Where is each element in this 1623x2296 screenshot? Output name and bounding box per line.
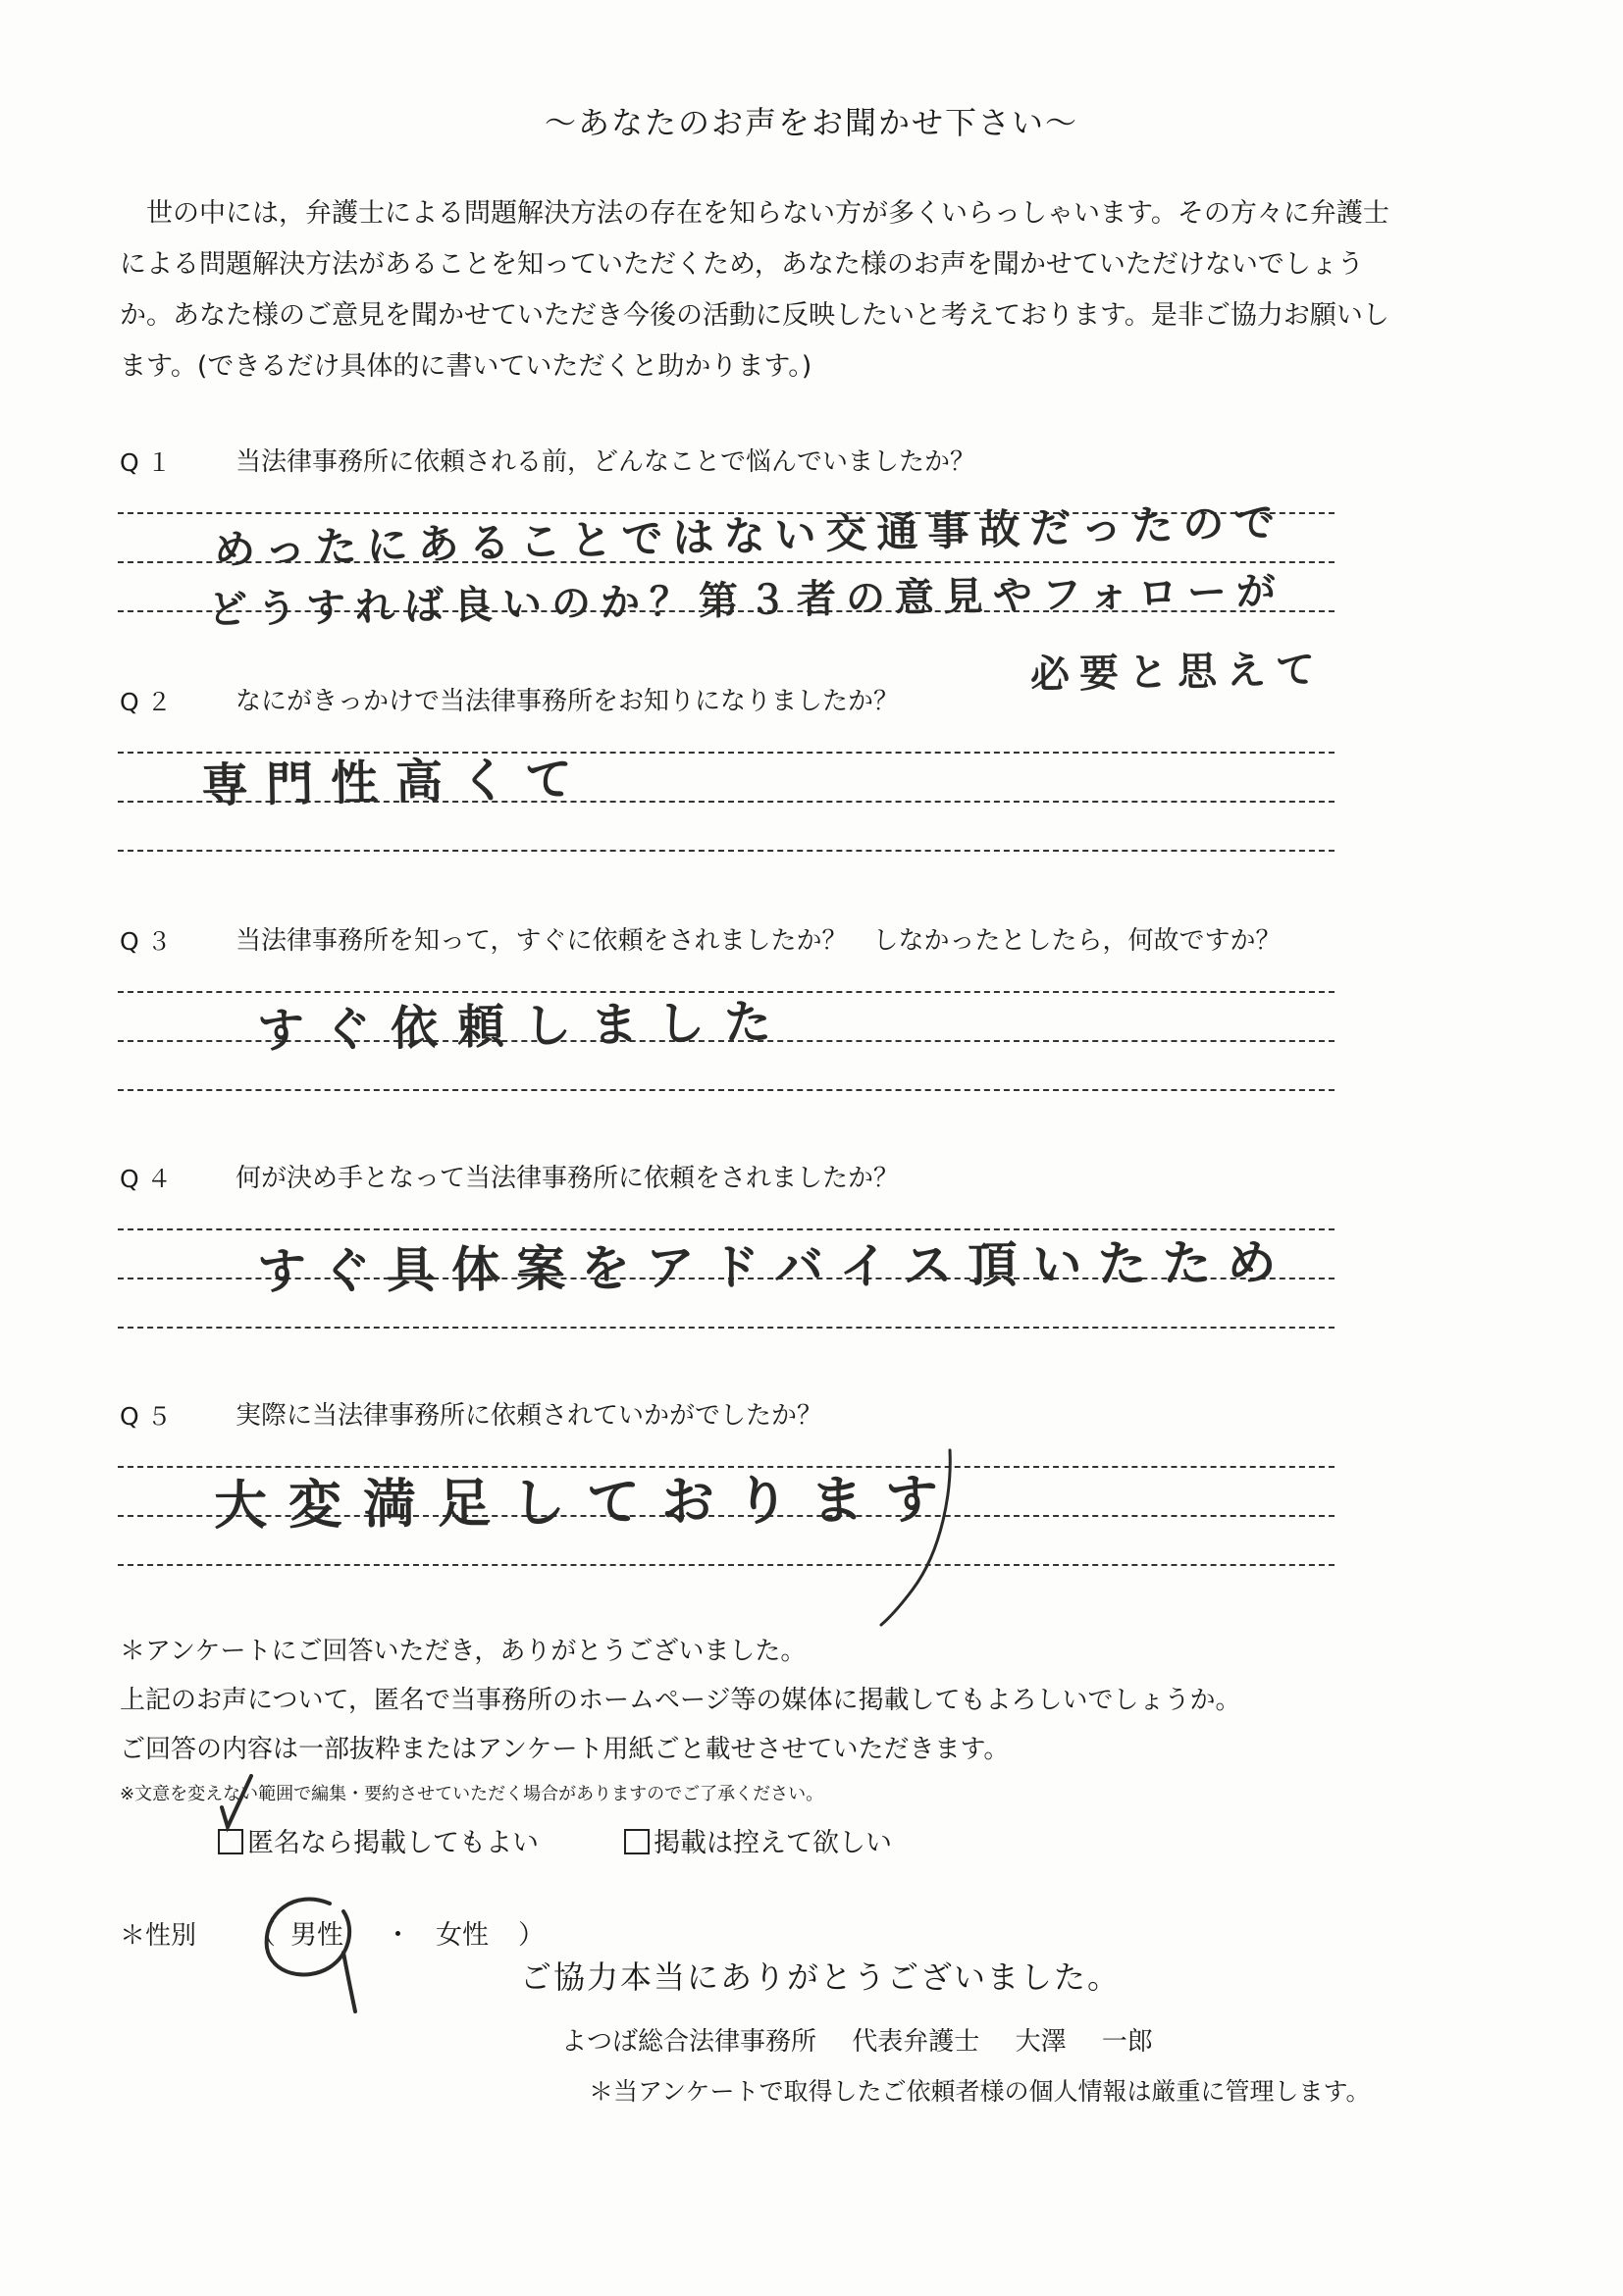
question-4-text: 何が決め手となって当法律事務所に依頼をされましたか？ [236, 1164, 900, 1193]
footer-thanks: ご協力本当にありがとうございました。 [520, 1958, 1122, 1996]
gender-separator: ・ [385, 1920, 411, 1951]
option-decline-label: 掲載は控えて欲しい [654, 1828, 892, 1858]
answer-line [118, 1327, 1335, 1329]
handwritten-answer-1-line-2: どうすれば良いのか？第３者の意見やフォローが [207, 568, 1286, 633]
question-5-label: Q５ [120, 1402, 180, 1431]
question-4-label: Q４ [120, 1165, 180, 1193]
intro-line: か。あなた様のご意見を聞かせていただき今後の活動に反映したいと考えております。是非ご協力お願いし [120, 300, 1389, 331]
question-3-text: 当法律事務所を知って，すぐに依頼をされましたか？ しなかったとしたら，何故ですか？ [236, 926, 1282, 956]
edit-note: ※文意を変えない範囲で編集・要約させていただく場合がありますのでご了承ください。 [120, 1784, 824, 1804]
option-anonymous-label: 匿名なら掲載してもよい [247, 1828, 539, 1858]
question-2-label: Q２ [120, 688, 180, 716]
publish-question: 上記のお声について，匿名で当事務所のホームページ等の媒体に掲載してもよろしいでしょうか。 [120, 1686, 1241, 1715]
question-3-label: Q３ [120, 927, 180, 956]
question-1-label: Q１ [120, 448, 180, 477]
firm-name: よつば総合法律事務所 [561, 2027, 817, 2057]
handwritten-answer-3: すぐ依頼しました [256, 994, 792, 1059]
intro-line: ます。(できるだけ具体的に書いていただくと助かります。) [120, 351, 812, 382]
intro-paragraph [120, 188, 1513, 392]
gender-label: ＊性別 [120, 1921, 197, 1951]
gender-female[interactable]: 女性 [436, 1920, 489, 1951]
lawyer-family-name: 大澤 [1015, 2027, 1067, 2057]
question-2-text: なにがきっかけで当法律事務所をお知りになりましたか？ [236, 687, 900, 716]
question-5-text: 実際に当法律事務所に依頼されていかがでしたか？ [236, 1401, 823, 1431]
handwritten-answer-5: 大変満足しております [213, 1468, 961, 1537]
checkbox-anonymous[interactable] [218, 1829, 243, 1854]
privacy-note: ＊当アンケートで取得したご依頼者様の個人情報は厳重に管理します。 [589, 2077, 1371, 2106]
gender-open-paren: （ [249, 1920, 276, 1951]
firm-signature [561, 2021, 1153, 2058]
intro-line: 世の中には，弁護士による問題解決方法の存在を知らない方が多くいらっしゃいます。その方々に弁護士 [146, 198, 1389, 229]
answer-line [118, 1089, 1335, 1091]
firm-role: 代表弁護士 [852, 2027, 980, 2057]
question-1-text: 当法律事務所に依頼される前，どんなことで悩んでいましたか？ [236, 447, 976, 477]
content-note: ご回答の内容は一部抜粋またはアンケート用紙ごと載せさせていただきます。 [120, 1735, 1010, 1764]
thanks-note: ＊アンケートにご回答いただき，ありがとうございました。 [120, 1637, 807, 1666]
gender-male[interactable]: 男性 [290, 1920, 343, 1951]
handwritten-answer-1-line-1: めったにあることではない交通事故だったので [213, 497, 1285, 574]
option-decline[interactable] [624, 1821, 892, 1859]
handwritten-answer-4: すぐ具体案をアドバイス頂いたため [256, 1233, 1292, 1300]
handwritten-answer-2: 専門性高くて [200, 752, 591, 813]
lawyer-given-name: 一郎 [1101, 2027, 1153, 2057]
option-anonymous[interactable] [218, 1821, 539, 1859]
checkbox-decline[interactable] [624, 1829, 650, 1854]
answer-line [118, 1564, 1335, 1566]
intro-line: による問題解決方法があることを知っていただくため，あなた様のお声を聞かせていただけないでしょう [120, 249, 1364, 280]
handwritten-answer-1-line-3: 必要と思えて [1029, 647, 1326, 698]
answer-line [118, 850, 1335, 852]
page-title: ～あなたのお声をお聞かせ下さい～ [544, 104, 1078, 141]
gender-close-paren: ） [518, 1920, 545, 1951]
